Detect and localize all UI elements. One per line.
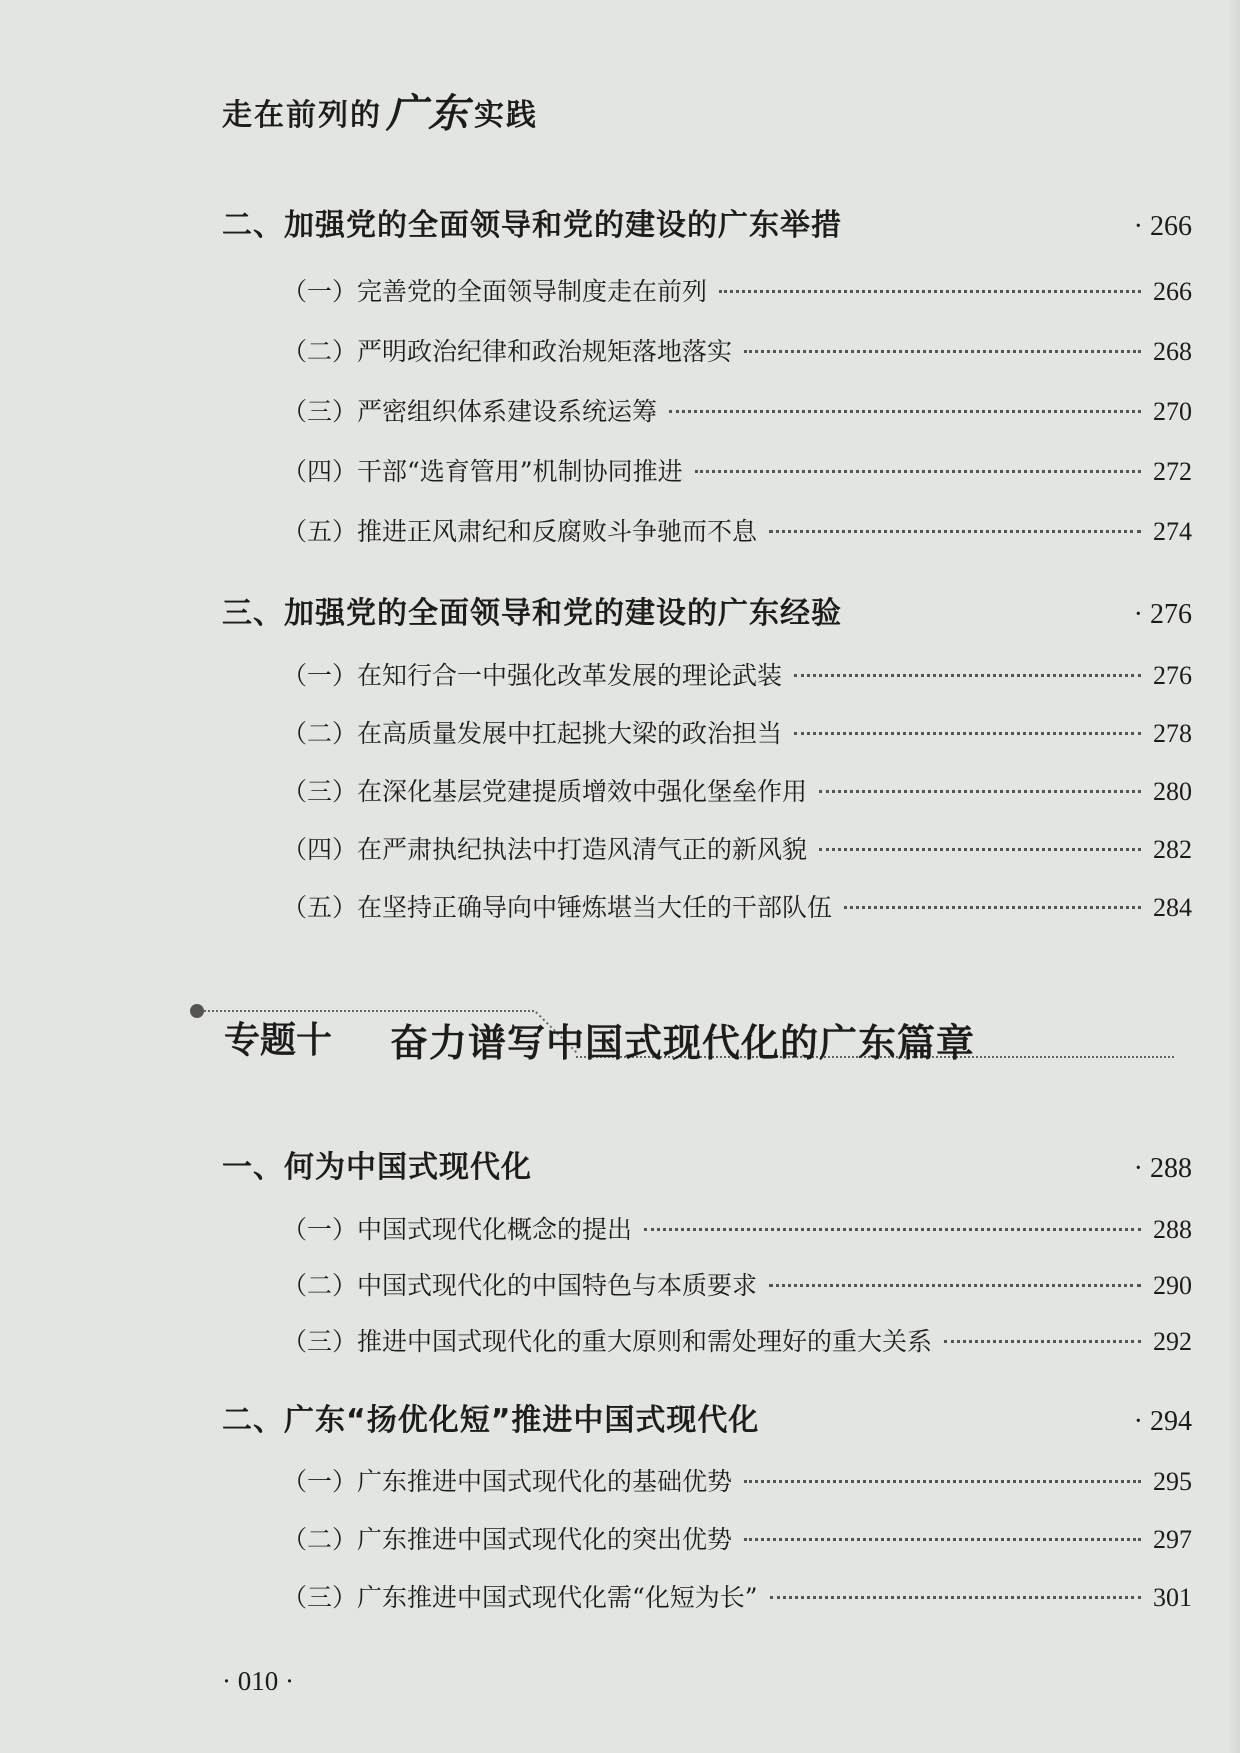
- toc-dot-leader: [844, 906, 1141, 909]
- toc-entry: [282, 1520, 1192, 1556]
- toc-page-number: 292: [1153, 1327, 1192, 1356]
- toc-entry: [282, 452, 1192, 488]
- bullet-dot-icon: [190, 1004, 204, 1018]
- toc-dot-leader: [644, 1228, 1141, 1231]
- toc-entry: [282, 1266, 1192, 1302]
- toc-dot-leader: [819, 848, 1141, 851]
- toc-page-number: 301: [1153, 1583, 1192, 1612]
- toc-page-number: 295: [1153, 1467, 1192, 1496]
- toc-entry-label: （一）广东推进中国式现代化的基础优势: [282, 1467, 733, 1496]
- toc-entry: [282, 830, 1192, 866]
- toc-entry: [282, 392, 1192, 428]
- toc-page-number: 266: [1153, 277, 1192, 306]
- toc-entry-label: （五）在坚持正确导向中锤炼堪当大任的干部队伍: [282, 893, 833, 922]
- toc-entry: [282, 272, 1192, 308]
- header-prefix: 走在前列的: [222, 98, 382, 133]
- toc-dot-leader: [794, 732, 1141, 735]
- toc-page-number: 278: [1153, 719, 1192, 748]
- toc-entry-label: （四）在严肃执纪执法中打造风清气正的新风貌: [282, 835, 808, 864]
- topic-label: 专题十: [224, 1020, 333, 1061]
- toc-page-number: 288: [1153, 1215, 1192, 1244]
- toc-page-number: 270: [1153, 397, 1192, 426]
- toc-entry-label: （三）广东推进中国式现代化需“化短为长”: [282, 1583, 758, 1612]
- toc-page-number: 282: [1153, 835, 1192, 864]
- toc-dot-leader: [819, 790, 1141, 793]
- toc-page-number: 274: [1153, 517, 1192, 546]
- toc-entry: [282, 332, 1192, 368]
- toc-entry-label: （三）推进中国式现代化的重大原则和需处理好的重大关系: [282, 1327, 933, 1356]
- running-header: [222, 82, 538, 139]
- toc-dot-leader: [719, 290, 1141, 293]
- toc-entry: [282, 1322, 1192, 1358]
- toc-entry: [282, 656, 1192, 692]
- topic-header: [190, 990, 1180, 1070]
- toc-dot-leader: [695, 470, 1141, 473]
- header-suffix: 实践: [474, 98, 538, 133]
- header-brand: 广东: [386, 90, 470, 137]
- toc-entry-label: （三）严密组织体系建设系统运筹: [282, 397, 658, 426]
- toc-entry: [282, 888, 1192, 924]
- toc-page-number: 290: [1153, 1271, 1192, 1300]
- toc-entry-label: （二）广东推进中国式现代化的突出优势: [282, 1525, 733, 1554]
- toc-dot-leader: [744, 1480, 1141, 1483]
- toc-page-number: · 266: [1133, 211, 1192, 242]
- toc-page-number: · 288: [1133, 1153, 1192, 1184]
- toc-page-number: · 294: [1133, 1406, 1192, 1437]
- toc-entry-label: （一）中国式现代化概念的提出: [282, 1215, 633, 1244]
- toc-entry: [282, 1578, 1192, 1614]
- topic-title: 奋力谱写中国式现代化的广东篇章: [390, 1021, 976, 1065]
- scan-edge: [1228, 0, 1240, 1753]
- toc-entry-label: （四）干部“选育管用”机制协同推进: [282, 457, 683, 486]
- toc-dot-leader: [744, 1538, 1141, 1541]
- toc-entry-label: （二）在高质量发展中扛起挑大梁的政治担当: [282, 719, 783, 748]
- toc-dot-leader: [794, 674, 1141, 677]
- toc-section: [222, 588, 1192, 632]
- toc-dot-leader: [669, 410, 1141, 413]
- toc-entry-label: （五）推进正风肃纪和反腐败斗争驰而不息: [282, 517, 758, 546]
- toc-section-label: 三、加强党的全面领导和党的建设的广东经验: [222, 596, 842, 631]
- toc-dot-leader: [770, 1596, 1141, 1599]
- toc-dot-leader: [769, 1284, 1141, 1287]
- toc-dot-leader: [944, 1340, 1141, 1343]
- toc-section: [222, 200, 1192, 244]
- toc-entry: [282, 714, 1192, 750]
- toc-page-number: 297: [1153, 1525, 1192, 1554]
- toc-page-number: · 276: [1133, 599, 1192, 630]
- toc-entry: [282, 1462, 1192, 1498]
- toc-section: [222, 1395, 1192, 1439]
- toc-dot-leader: [744, 350, 1141, 353]
- toc-entry-label: （二）中国式现代化的中国特色与本质要求: [282, 1271, 758, 1300]
- toc-section-label: 二、广东“扬优化短”推进中国式现代化: [222, 1403, 760, 1438]
- toc-page-number: 272: [1153, 457, 1192, 486]
- toc-entry: [282, 1210, 1192, 1246]
- toc-entry-label: （三）在深化基层党建提质增效中强化堡垒作用: [282, 777, 808, 806]
- toc-entry-label: （二）严明政治纪律和政治规矩落地落实: [282, 337, 733, 366]
- toc-entry: [282, 512, 1192, 548]
- toc-section-label: 一、何为中国式现代化: [222, 1150, 532, 1185]
- toc-entry-label: （一）在知行合一中强化改革发展的理论武装: [282, 661, 783, 690]
- toc-dot-leader: [769, 530, 1141, 533]
- toc-section-label: 二、加强党的全面领导和党的建设的广东举措: [222, 208, 842, 243]
- toc-page-number: 268: [1153, 337, 1192, 366]
- toc-page-number: 280: [1153, 777, 1192, 806]
- toc-page-number: 284: [1153, 893, 1192, 922]
- page-folio: · 010 ·: [222, 1666, 294, 1696]
- toc-page-number: 276: [1153, 661, 1192, 690]
- toc-section: [222, 1142, 1192, 1186]
- toc-entry-label: （一）完善党的全面领导制度走在前列: [282, 277, 708, 306]
- toc-entry: [282, 772, 1192, 808]
